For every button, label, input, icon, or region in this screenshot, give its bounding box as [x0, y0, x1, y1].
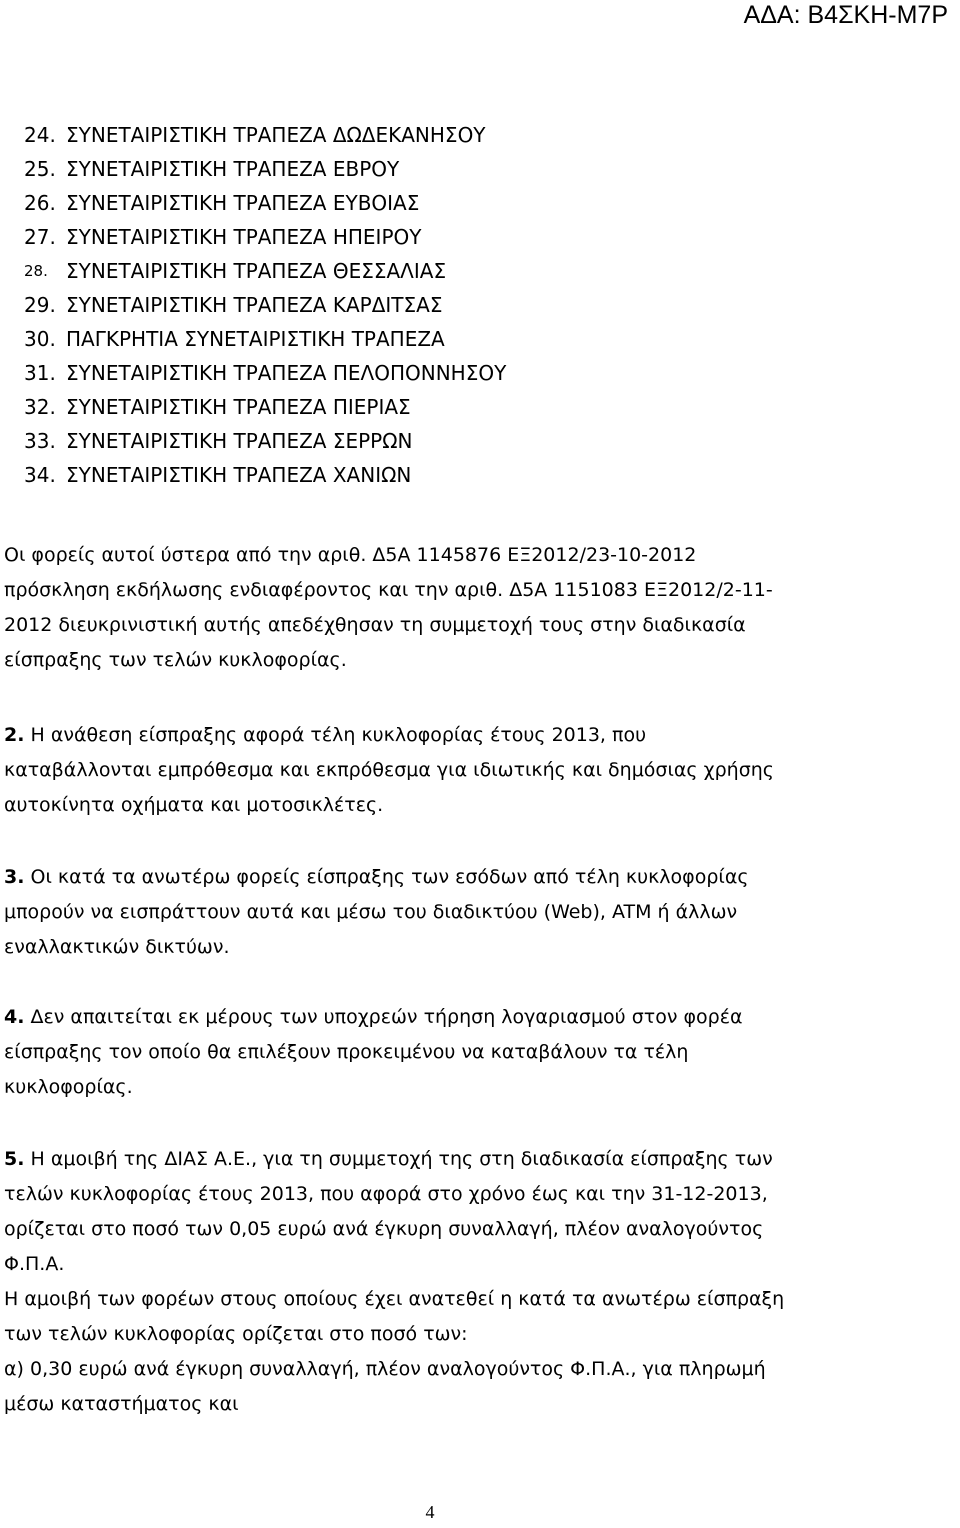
- paragraph-number: 2.: [4, 724, 25, 746]
- list-item-text: ΣΥΝΕΤΑΙΡΙΣΤΙΚΗ ΤΡΑΠΕΖΑ ΣΕΡΡΩΝ: [66, 429, 413, 453]
- list-item-text: ΣΥΝΕΤΑΙΡΙΣΤΙΚΗ ΤΡΑΠΕΖΑ ΠΙΕΡΙΑΣ: [66, 395, 411, 419]
- ada-code: ΑΔΑ: Β4ΣΚΗ-Μ7Ρ: [743, 1, 948, 29]
- text-line: 2012 διευκρινιστική αυτής απεδέχθησαν τη συμμετοχή τους στην διαδικασία: [4, 614, 746, 636]
- text-line: Οι φορείς αυτοί ύστερα από την αριθ. Δ5Α 1145876 ΕΞ2012/23-10-2012: [4, 544, 697, 566]
- list-item-number: 29.: [24, 293, 56, 317]
- text-line: των τελών κυκλοφορίας ορίζεται στο ποσό των:: [4, 1323, 468, 1345]
- text-line-content: Η ανάθεση είσπραξης αφορά τέλη κυκλοφορίας έτους 2013, που: [30, 724, 647, 746]
- text-line-content: Η αμοιβή της ΔΙΑΣ Α.Ε., για τη συμμετοχή της στη διαδικασία είσπραξης των: [30, 1148, 773, 1170]
- text-line: πρόσκληση εκδήλωσης ενδιαφέροντος και την αριθ. Δ5Α 1151083 ΕΞ2012/2-11-: [4, 579, 773, 601]
- paragraph-number: 5.: [4, 1148, 25, 1170]
- list-item-number: 25.: [24, 157, 56, 181]
- list-item-number: 34.: [24, 463, 56, 487]
- list-item-text: ΠΑΓΚΡΗΤΙΑ ΣΥΝΕΤΑΙΡΙΣΤΙΚΗ ΤΡΑΠΕΖΑ: [66, 327, 445, 351]
- paragraph-intro: [4, 538, 856, 678]
- text-line: είσπραξης των τελών κυκλοφορίας.: [4, 649, 347, 671]
- list-item-number: 33.: [24, 429, 56, 453]
- list-item: [0, 356, 960, 390]
- list-item-number: 30.: [24, 327, 56, 351]
- list-item: [0, 322, 960, 356]
- list-item: [0, 152, 960, 186]
- text-line: μέσω καταστήματος και: [4, 1393, 239, 1415]
- text-line: αυτοκίνητα οχήματα και μοτοσικλέτες.: [4, 794, 384, 816]
- list-item: [0, 186, 960, 220]
- list-item-number: 31.: [24, 361, 56, 385]
- list-item: [0, 254, 960, 288]
- paragraph-number: 4.: [4, 1006, 25, 1028]
- list-item-text: ΣΥΝΕΤΑΙΡΙΣΤΙΚΗ ΤΡΑΠΕΖΑ ΚΑΡΔΙΤΣΑΣ: [66, 293, 443, 317]
- text-line: Η αμοιβή των φορέων στους οποίους έχει ανατεθεί η κατά τα ανωτέρω είσπραξη: [4, 1288, 785, 1310]
- list-item-number: 26.: [24, 191, 56, 215]
- text-line: Φ.Π.Α.: [4, 1253, 65, 1275]
- text-line: [4, 1000, 856, 1035]
- list-item-text: ΣΥΝΕΤΑΙΡΙΣΤΙΚΗ ΤΡΑΠΕΖΑ ΕΥΒΟΙΑΣ: [66, 191, 420, 215]
- text-line: τελών κυκλοφορίας έτους 2013, που αφορά στο χρόνο έως και την 31-12-2013,: [4, 1183, 768, 1205]
- paragraph-number: 3.: [4, 866, 25, 888]
- text-line-content: Οι κατά τα ανωτέρω φορείς είσπραξης των εσόδων από τέλη κυκλοφορίας: [30, 866, 749, 888]
- list-item-text: ΣΥΝΕΤΑΙΡΙΣΤΙΚΗ ΤΡΑΠΕΖΑ ΗΠΕΙΡΟΥ: [66, 225, 422, 249]
- list-item-number: 24.: [24, 123, 56, 147]
- list-item-text: ΣΥΝΕΤΑΙΡΙΣΤΙΚΗ ΤΡΑΠΕΖΑ ΧΑΝΙΩΝ: [66, 463, 412, 487]
- paragraph-4: [4, 1000, 856, 1105]
- paragraph-3: [4, 860, 856, 965]
- paragraph-5: [4, 1142, 856, 1422]
- text-line: εναλλακτικών δικτύων.: [4, 936, 230, 958]
- list-item: [0, 424, 960, 458]
- list-item-text: ΣΥΝΕΤΑΙΡΙΣΤΙΚΗ ΤΡΑΠΕΖΑ ΕΒΡΟΥ: [66, 157, 400, 181]
- text-line: [4, 1142, 856, 1177]
- text-line: [4, 718, 856, 753]
- text-line: [4, 860, 856, 895]
- list-item: [0, 458, 960, 492]
- paragraph-2: [4, 718, 856, 823]
- bank-list: [0, 118, 960, 492]
- list-item-text: ΣΥΝΕΤΑΙΡΙΣΤΙΚΗ ΤΡΑΠΕΖΑ ΔΩΔΕΚΑΝΗΣΟΥ: [66, 123, 486, 147]
- text-line: μπορούν να εισπράττουν αυτά και μέσω του διαδικτύου (Web), ATM ή άλλων: [4, 901, 738, 923]
- text-line: είσπραξης τον οποίο θα επιλέξουν προκειμένου να καταβάλουν τα τέλη: [4, 1041, 689, 1063]
- list-item: [0, 118, 960, 152]
- list-item-number: 27.: [24, 225, 56, 249]
- list-item: [0, 288, 960, 322]
- text-line-content: Δεν απαιτείται εκ μέρους των υποχρεών τήρηση λογαριασμού στον φορέα: [30, 1006, 743, 1028]
- list-item-text: ΣΥΝΕΤΑΙΡΙΣΤΙΚΗ ΤΡΑΠΕΖΑ ΠΕΛΟΠΟΝΝΗΣΟΥ: [66, 361, 507, 385]
- page-number: 4: [425, 1502, 435, 1522]
- list-item-text: ΣΥΝΕΤΑΙΡΙΣΤΙΚΗ ΤΡΑΠΕΖΑ ΘΕΣΣΑΛΙΑΣ: [66, 259, 447, 283]
- text-line: ορίζεται στο ποσό των 0,05 ευρώ ανά έγκυρη συναλλαγή, πλέον αναλογούντος: [4, 1218, 764, 1240]
- list-item: [0, 390, 960, 424]
- list-item-number: 32.: [24, 395, 56, 419]
- list-item-number: 28.: [24, 262, 48, 280]
- text-line: καταβάλλονται εμπρόθεσμα και εκπρόθεσμα για ιδιωτικής και δημόσιας χρήσης: [4, 759, 774, 781]
- text-line: κυκλοφορίας.: [4, 1076, 133, 1098]
- text-line: α) 0,30 ευρώ ανά έγκυρη συναλλαγή, πλέον αναλογούντος Φ.Π.Α., για πληρωμή: [4, 1358, 766, 1380]
- list-item: [0, 220, 960, 254]
